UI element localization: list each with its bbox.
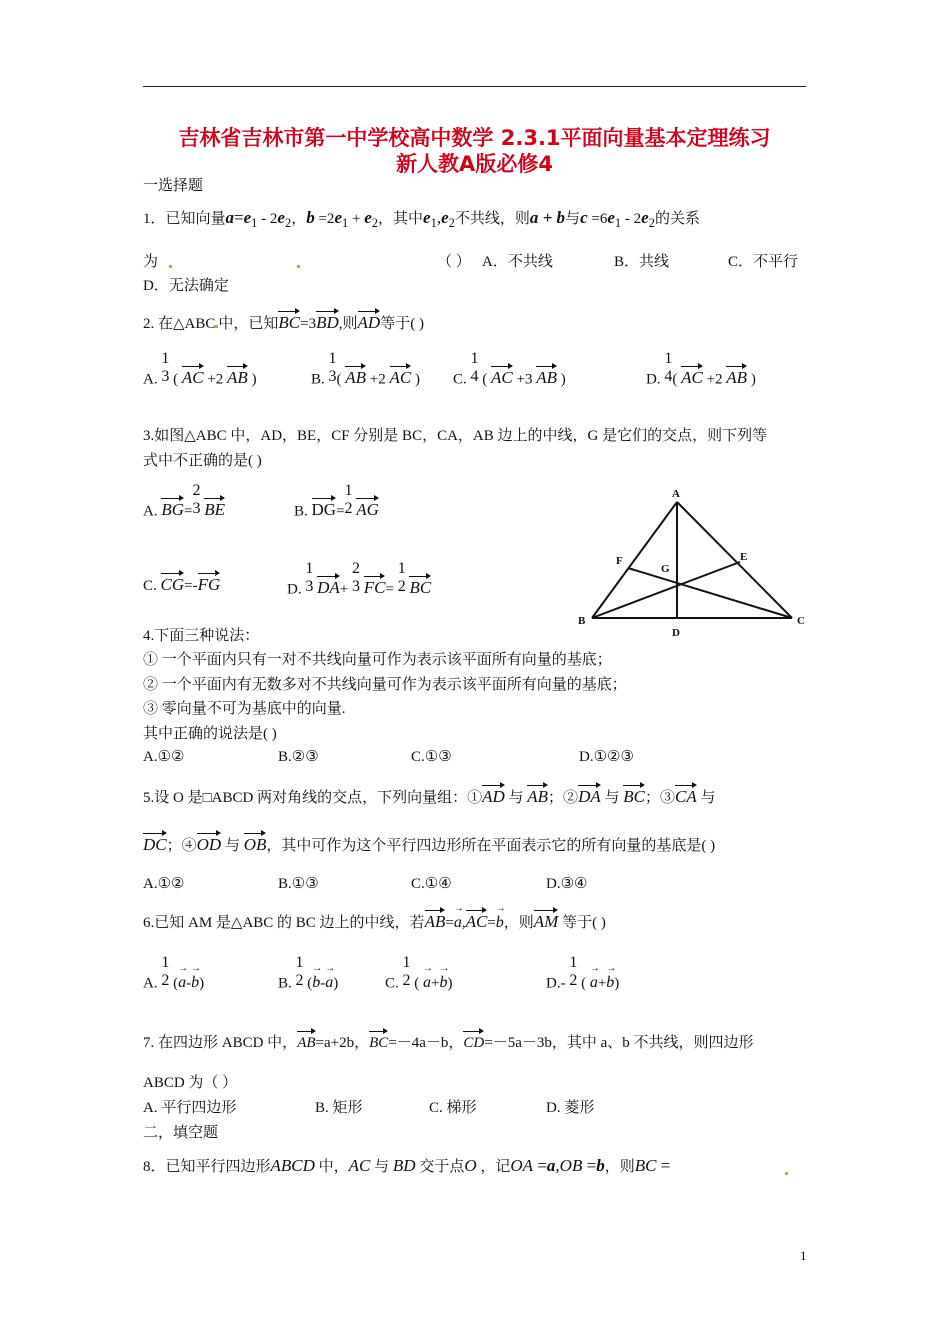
q8-lead: 8．已知平行四边形 bbox=[143, 1159, 271, 1175]
q2-d-label: D. bbox=[646, 371, 661, 388]
q5-v4: BC bbox=[623, 784, 645, 806]
q2-b-den: 3 bbox=[328, 368, 337, 385]
label-e: E bbox=[740, 551, 748, 563]
q6-v1: AB bbox=[425, 909, 446, 931]
q1-e1b: e bbox=[334, 208, 342, 227]
q5-v5: CA bbox=[675, 784, 697, 806]
q2-a-v2: AB bbox=[227, 365, 248, 387]
question-4-line3: ② 一个平面内有无数多对不共线向量可作为表示该平面所有向量的基底； bbox=[143, 677, 627, 693]
label-c: C bbox=[797, 615, 805, 627]
q5-option-a: A.①② bbox=[143, 876, 185, 892]
q3-c-label: C. bbox=[143, 578, 157, 594]
q7-e2: =－4a－b， bbox=[388, 1035, 464, 1051]
q1-minus3: - 2 bbox=[621, 211, 642, 227]
q7-e3: =－5a－3b，其中 a、b 不共线，则四边形 bbox=[484, 1035, 754, 1051]
q2-a-num: 1 bbox=[161, 350, 170, 367]
q5-option-c: C.①④ bbox=[411, 876, 452, 892]
q6-c-e2: → b bbox=[439, 970, 447, 991]
q2-vec-bc: BC bbox=[278, 310, 300, 332]
q8-yu: 与 bbox=[374, 1159, 390, 1175]
q2-b-num: 1 bbox=[328, 350, 337, 367]
label-g: G bbox=[661, 563, 670, 575]
q1-option-b: B．共线 bbox=[614, 254, 670, 270]
q2-c-op: +3 bbox=[516, 371, 533, 388]
question-3-line1: 3.如图△ABC 中，AD，BE，CF 分别是 BC，CA，AB 边上的中线，G 是它们的交点，则下列等 bbox=[143, 428, 768, 444]
q5-v2: AB bbox=[527, 784, 548, 806]
q1-b: b bbox=[306, 208, 315, 227]
q5-s2: ；② bbox=[548, 790, 579, 806]
q1-sub1d: 1 bbox=[614, 216, 622, 230]
q6-b-e1: → b bbox=[312, 970, 320, 991]
q2-a-v1: AC bbox=[182, 365, 204, 387]
q2-option-d: D. 1 4 ( AC +2 AB ) bbox=[646, 350, 756, 388]
q8-ac: AC bbox=[348, 1156, 371, 1175]
q6-a-e2: → b bbox=[191, 970, 199, 991]
q3-d-d1: 3 bbox=[305, 578, 314, 595]
q1-e2d: e bbox=[641, 208, 649, 227]
q2-c-v1: AC bbox=[491, 365, 513, 387]
q6-tail: ，则 bbox=[503, 915, 534, 931]
q5-with1: 与 bbox=[508, 790, 524, 806]
q2-b-label: B. bbox=[311, 371, 325, 388]
q2-c-num: 1 bbox=[470, 350, 479, 367]
q2-vec-bd: BD bbox=[316, 310, 339, 332]
q6-b-den: 2 bbox=[295, 972, 304, 989]
q8-abcd: ABCD bbox=[270, 1156, 315, 1175]
q1-line2-lead: 为 bbox=[143, 254, 159, 270]
q2-option-a: A. 1 3 ( AC +2 AB ) bbox=[143, 350, 257, 388]
q3-d-label: D. bbox=[287, 581, 302, 598]
question-4-line4: ③ 零向量不可为基底中的向量. bbox=[143, 701, 346, 717]
q5-v8: OB bbox=[244, 832, 267, 854]
q2-d-op: +2 bbox=[706, 371, 723, 388]
q5-v1: AD bbox=[482, 784, 505, 806]
q2-option-b: B. 1 3 ( AB +2 AC ) bbox=[311, 350, 420, 388]
q8-eqa: = bbox=[533, 1156, 547, 1175]
q7-option-c: C. 梯形 bbox=[429, 1100, 477, 1116]
q8-bd: BD bbox=[392, 1156, 416, 1175]
q5-with2: 与 bbox=[604, 790, 620, 806]
q5-v7: OD bbox=[197, 832, 222, 854]
q2-b-v2: AC bbox=[390, 365, 412, 387]
q8-comma: , bbox=[555, 1156, 560, 1175]
q4-option-b: B.②③ bbox=[278, 749, 319, 765]
q2-option-c: C. 1 4 ( AC +3 AB ) bbox=[453, 350, 566, 388]
q8-ji: ，记 bbox=[480, 1159, 511, 1175]
q2-a-label: A. bbox=[143, 371, 158, 388]
q3-b-eq: = bbox=[336, 503, 345, 520]
q2-a-op: +2 bbox=[207, 371, 224, 388]
q7-v2: BC bbox=[369, 1030, 388, 1052]
q8-b: b bbox=[596, 1156, 605, 1175]
q5-s4: ；④ bbox=[166, 838, 197, 854]
q2-d-den: 4 bbox=[664, 368, 673, 385]
q7-option-a: A. 平行四边形 bbox=[143, 1100, 237, 1116]
q1-option-d: D．无法确定 bbox=[143, 278, 229, 294]
q6-v2: AC bbox=[466, 909, 488, 931]
q2-b-op: +2 bbox=[369, 371, 386, 388]
q1-e2: e bbox=[277, 208, 285, 227]
q5-tail: ，其中可作为这个平行四边形所在平面表示它的所有向量的基底是( ) bbox=[266, 838, 716, 854]
q8-eqc: = bbox=[656, 1156, 671, 1175]
q8-a: a bbox=[546, 1156, 556, 1175]
q2-lead: 2. 在△ABC bbox=[143, 316, 216, 332]
q3-c-v1: CG bbox=[161, 572, 185, 594]
q1-eq2: =2 bbox=[314, 211, 335, 227]
q6-option-d: D.- 1 2 ( → a+→ b) bbox=[546, 966, 619, 1002]
q1-paren: （ ） bbox=[437, 254, 471, 270]
q3-b-den: 2 bbox=[344, 500, 353, 517]
q8-zhong: 中， bbox=[318, 1159, 349, 1175]
q3-option-d bbox=[287, 560, 432, 608]
q5-v6: DC bbox=[143, 832, 167, 854]
q1-comma: ， bbox=[291, 211, 307, 227]
question-7-line2: ABCD 为（ ） bbox=[143, 1075, 238, 1091]
q1-rel: 的关系 bbox=[654, 211, 700, 227]
q6-eq1: = bbox=[445, 915, 454, 931]
q2-c-v2: AB bbox=[536, 365, 557, 387]
question-2 bbox=[143, 310, 424, 334]
q6-a-e1: → a bbox=[178, 970, 186, 991]
q6-c-e1: → a bbox=[423, 970, 431, 991]
q5-option-d: D.③④ bbox=[546, 876, 588, 892]
q6-comma: , bbox=[461, 915, 466, 931]
label-d: D bbox=[672, 627, 680, 639]
q6-end: 等于( ) bbox=[562, 915, 606, 931]
q3-d-v2: FC bbox=[364, 575, 386, 597]
q1-e1d: e bbox=[607, 208, 615, 227]
q4-option-c: C.①③ bbox=[411, 749, 452, 765]
q6-d-e2: → b bbox=[606, 970, 614, 991]
question-6 bbox=[143, 909, 606, 933]
q3-a-label: A. bbox=[143, 503, 158, 520]
label-f: F bbox=[616, 555, 623, 567]
q3-d-v3: BC bbox=[409, 575, 431, 597]
q1-a: a bbox=[225, 208, 235, 227]
q3-a-den: 3 bbox=[192, 500, 201, 517]
q5-with4: 与 bbox=[224, 838, 240, 854]
q3-d-n3: 1 bbox=[397, 560, 406, 577]
q3-d-n1: 1 bbox=[305, 560, 314, 577]
q6-c-den: 2 bbox=[402, 972, 411, 989]
decor-dot bbox=[169, 265, 172, 268]
q5-option-b: B.①③ bbox=[278, 876, 319, 892]
q1-sub2d: 2 bbox=[648, 216, 655, 230]
q2-eq: =3 bbox=[300, 316, 317, 332]
q2-mid: 中，已知 bbox=[218, 316, 279, 332]
q6-option-b: B. 1 2 (→ b-→ a) bbox=[278, 966, 338, 1002]
q1-e2c: e bbox=[441, 208, 449, 227]
q6-b-label: B. bbox=[278, 975, 292, 992]
q3-d-d2: 3 bbox=[351, 578, 360, 595]
q3-b-v2: AG bbox=[356, 497, 379, 519]
q1-option-c: C．不平行 bbox=[728, 254, 799, 270]
q6-b-op: - bbox=[320, 975, 326, 992]
q6-c-num: 1 bbox=[402, 954, 411, 971]
section-heading-fill: 二，填空题 bbox=[143, 1125, 219, 1141]
decor-dot bbox=[297, 265, 300, 268]
q6-d-op: + bbox=[597, 975, 607, 992]
q8-bc: BC bbox=[634, 1156, 657, 1175]
q7-lead: 7. 在四边形 ABCD 中， bbox=[143, 1035, 298, 1051]
q3-a-v2: BE bbox=[204, 497, 225, 519]
q3-b-v1: DG bbox=[312, 497, 337, 519]
q6-lead: 6.已知 AM 是△ABC 的 BC 边上的中线，若 bbox=[143, 915, 425, 931]
q1-noncol: 不共线，则 bbox=[454, 211, 530, 227]
q8-o: O bbox=[464, 1156, 477, 1175]
q5-with3: 与 bbox=[700, 790, 716, 806]
q1-sub2c: 2 bbox=[448, 216, 455, 230]
side-ab bbox=[592, 502, 677, 618]
q6-c-op: + bbox=[431, 975, 440, 992]
q1-apb: a + b bbox=[529, 208, 566, 227]
q7-option-b: B. 矩形 bbox=[315, 1100, 363, 1116]
q3-d-eq: = bbox=[385, 581, 394, 598]
q5-v3: DA bbox=[578, 784, 601, 806]
q6-d-e1: → a bbox=[590, 970, 598, 991]
q2-a-den: 3 bbox=[161, 368, 170, 385]
q6-d-den: 2 bbox=[569, 972, 578, 989]
q7-v3: CD bbox=[463, 1030, 484, 1052]
q6-v3: AM bbox=[534, 909, 559, 931]
q6-option-a: A. 1 2 (→ a-→ b) bbox=[143, 966, 204, 1002]
q8-ob: OB bbox=[559, 1156, 583, 1175]
q1-plus: + bbox=[348, 211, 365, 227]
q5-lead: 5.设 O 是□ABCD 两对角线的交点，下列向量组：① bbox=[143, 790, 483, 806]
q6-b: → b bbox=[496, 910, 504, 931]
q7-e1: =a+2b， bbox=[315, 1035, 370, 1051]
q3-d-n2: 2 bbox=[351, 560, 360, 577]
q1-sub1c: 1 bbox=[430, 216, 437, 230]
q6-a-den: 2 bbox=[161, 972, 170, 989]
q6-a-num: 1 bbox=[161, 954, 170, 971]
q8-ze: ，则 bbox=[604, 1159, 635, 1175]
question-4-line1: 4.下面三种说法： bbox=[143, 628, 260, 644]
q6-b-e2: → a bbox=[325, 970, 333, 991]
header-rule bbox=[143, 86, 806, 87]
q3-c-v2: FG bbox=[198, 572, 221, 594]
q6-b-num: 1 bbox=[295, 954, 304, 971]
question-5-line1 bbox=[143, 784, 716, 808]
decor-dot bbox=[785, 1172, 788, 1175]
q3-option-b bbox=[294, 482, 379, 530]
q6-option-c: C. 1 2 ( → a+→ b) bbox=[385, 966, 452, 1002]
q8-oa: OA bbox=[510, 1156, 534, 1175]
q7-option-d: D. 菱形 bbox=[546, 1100, 595, 1116]
q4-option-d: D.①②③ bbox=[579, 749, 634, 765]
q1-eq3: =6 bbox=[587, 211, 608, 227]
triangle-figure bbox=[574, 484, 810, 644]
q6-c-label: C. bbox=[385, 975, 399, 992]
q2-c-label: C. bbox=[453, 371, 467, 388]
q3-b-num: 1 bbox=[344, 482, 353, 499]
q1-lead: 1．已知向量 bbox=[143, 211, 226, 227]
q1-option-a: A．不共线 bbox=[482, 254, 553, 270]
q1-e2b: e bbox=[364, 208, 372, 227]
q2-b-v1: AB bbox=[345, 365, 366, 387]
doc-title-line2: 新人教A版必修4 bbox=[396, 152, 553, 176]
question-1-line1: 1．已知向量$a=e_1 - 2e_2$，$b =2e_1 + e_2$，其中$e_1,e_2$不共线，则a + b与$c =6e_1 - 2e_2$的关系 bbox=[143, 208, 700, 230]
question-4-line2: ① 一个平面内只有一对不共线向量可作为表示该平面所有向量的基底； bbox=[143, 652, 612, 668]
q8-eqb: = bbox=[582, 1156, 597, 1175]
question-7-line1 bbox=[143, 1030, 754, 1053]
q2-c-den: 4 bbox=[470, 368, 479, 385]
q2-end: 等于( ) bbox=[380, 316, 424, 332]
q5-s3: ；③ bbox=[644, 790, 675, 806]
q7-v1: AB bbox=[297, 1030, 315, 1052]
q6-d-num: 1 bbox=[569, 954, 578, 971]
q1-c: c bbox=[580, 208, 588, 227]
q3-a-v1: BG bbox=[161, 497, 184, 519]
label-a: A bbox=[672, 488, 680, 500]
q2-d-v1: AC bbox=[681, 365, 703, 387]
section-heading-choice: 一选择题 bbox=[143, 178, 204, 194]
question-8 bbox=[143, 1156, 670, 1177]
q1-minus: - 2 bbox=[257, 211, 278, 227]
question-3-line2: 式中不正确的是( ) bbox=[143, 453, 262, 469]
q6-a-op: - bbox=[186, 975, 192, 992]
q6-a: → a bbox=[454, 910, 462, 931]
q1-sub2: 2 bbox=[284, 216, 292, 230]
question-4-line5: 其中正确的说法是( ) bbox=[143, 726, 277, 742]
q3-d-op1: + bbox=[339, 581, 349, 598]
q3-c-eq: =- bbox=[184, 578, 198, 594]
q3-a-num: 2 bbox=[192, 482, 201, 499]
q1-mid: ，其中 bbox=[378, 211, 424, 227]
q2-d-v2: AB bbox=[726, 365, 747, 387]
q3-option-c bbox=[143, 572, 220, 596]
q3-b-label: B. bbox=[294, 503, 308, 520]
q1-sub1b: 1 bbox=[341, 216, 349, 230]
q3-d-v1: DA bbox=[317, 575, 340, 597]
q1-with: 与 bbox=[565, 211, 581, 227]
q3-a-eq: = bbox=[184, 503, 193, 520]
q2-tail: ,则 bbox=[338, 316, 358, 332]
q2-d-num: 1 bbox=[664, 350, 673, 367]
doc-title-line1: 吉林省吉林市第一中学校高中数学 2.3.1平面向量基本定理练习 bbox=[178, 126, 771, 150]
q6-a-label: A. bbox=[143, 975, 158, 992]
q4-option-a: A.①② bbox=[143, 749, 185, 765]
q3-option-a bbox=[143, 482, 226, 530]
q3-d-d3: 2 bbox=[397, 578, 406, 595]
q1-e1c: e bbox=[423, 208, 431, 227]
q6-eq2: = bbox=[487, 915, 496, 931]
question-5-line2 bbox=[143, 832, 715, 856]
q1-e1: e bbox=[243, 208, 252, 227]
label-b: B bbox=[578, 615, 586, 627]
q1-eq: = bbox=[234, 208, 244, 227]
q1-sub1: 1 bbox=[251, 216, 258, 230]
q8-jiao: 交于点 bbox=[419, 1159, 465, 1175]
q6-d-label: D.- bbox=[546, 975, 566, 992]
q2-vec-ad: AD bbox=[358, 310, 381, 332]
page-number: 1 bbox=[800, 1248, 807, 1263]
q1-sub2b: 2 bbox=[371, 216, 378, 230]
